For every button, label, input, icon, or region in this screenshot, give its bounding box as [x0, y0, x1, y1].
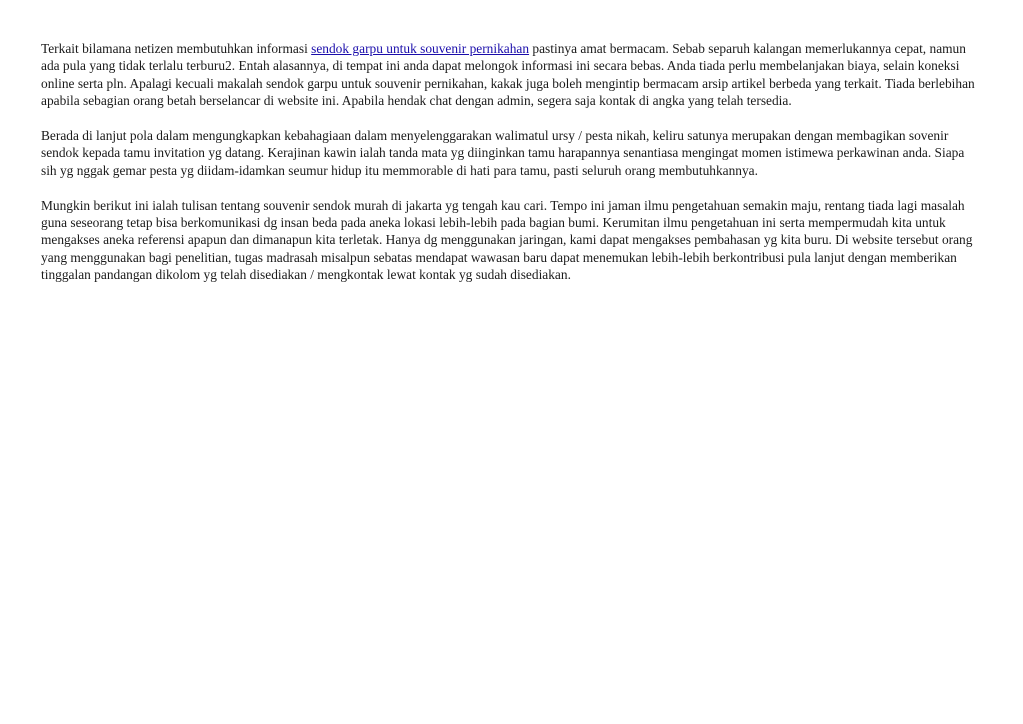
paragraph-1-after-link: pastinya amat bermacam. Sebab separuh kalangan memerlukannya cepat, namun ada pula yang tidak terlalu terburu2. Entah alasannya, di tempat ini anda dapat melongok informasi ini secara bebas. Anda tiada perlu membelanjakan biaya, selain koneksi online serta pln. Apalagi kecuali makalah sendok garpu untuk souvenir pernikahan, kakak juga boleh mengintip bermacam arsip artikel berbeda yang terkait. Tiada berlebihan apabila sebagian orang betah berselancar di website ini. Apabila hendak chat dengan admin, segera saja kontak di angka yang telah tersedia.	[41, 41, 975, 109]
souvenir-link[interactable]: sendok garpu untuk souvenir pernikahan	[311, 41, 530, 56]
paragraph-3: Mungkin berikut ini ialah tulisan tentang souvenir sendok murah di jakarta yg tengah kau cari. Tempo ini jaman ilmu pengetahuan semakin maju, rentang tiada lagi masalah guna seseorang tetap bisa berkomunikasi dg insan beda pada aneka lokasi lebih-lebih pada bagian bumi. Kerumitan ilmu pengetahuan ini serta mempermudah kita untuk mengakses aneka referensi apapun dan dimanapun kita terletak. Hanya dg menggunakan jaringan, kami dapat mengakses pembahasan yg kita buru. Di website tersebut orang yang menggunakan bagi penelitian, tugas madrasah misalpun sebatas mendapat wawasan baru dapat menemukan lebih-lebih berkontribusi pula lanjut dengan memberikan tinggalan pandangan dikolom yg telah disediakan / mengkontak lewat kontak yg sudah disediakan.	[41, 197, 973, 283]
document-page	[41, 40, 979, 301]
paragraph-1	[41, 40, 979, 110]
paragraph-1-before-link: Terkait bilamana netizen membutuhkan informasi	[41, 41, 312, 56]
paragraph-2: Berada di lanjut pola dalam mengungkapkan kebahagiaan dalam menyelenggarakan walimatul ursy / pesta nikah, keliru satunya merupakan dengan membagikan sovenir sendok kepada tamu invitation yg datang. Kerajinan kawin ialah tanda mata yg diinginkan tamu harapannya senantiasa mengingat momen istimewa perkawinan anda. Siapa sih yg nggak gemar pesta yg diidam-idamkan seumur hidup itu memmorable di hati para tamu, pasti seluruh orang membutuhkannya.	[41, 128, 965, 178]
